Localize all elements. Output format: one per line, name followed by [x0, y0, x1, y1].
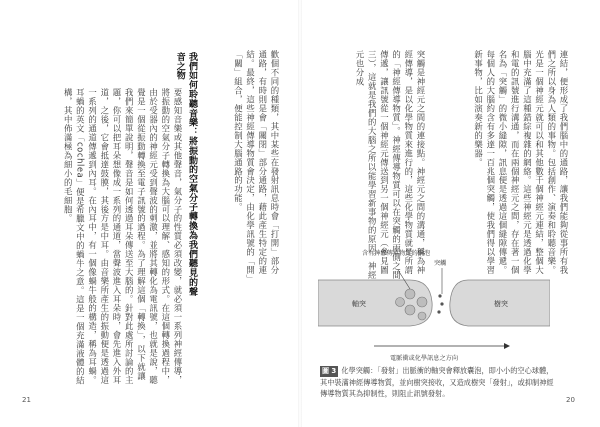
right-body-second: 突觸是神經元之間的連接點。神經元之間的溝通，稱為神經傳導，是以化學物質來進行的，這些化學物質就是所謂的「神經傳導物質」。神經傳導物質可以在突觸的兩側之間傳遞，讓訊號從一個神經元傳送到另一個神經元（參見圖三），這就是我們的大腦之所以能學習新事物的原因。神經元也分成 — [354, 50, 426, 280]
synapse-callout: 突觸 — [434, 260, 447, 267]
dendrite-label: 樹突 — [494, 300, 508, 308]
vesicle — [417, 297, 427, 307]
vesicle — [405, 305, 415, 315]
section-heading: 我們如何聆聽音樂：將振動的空氣分子轉換為我們聽見的聲音之物 — [174, 52, 197, 297]
left-body-top: 歡個不同的種類，其中某些在發射訊息時會「打開」部分通路，有時則是會「關閉」部分通路，藉此產生特定的連結。最終，這些神經傳導物質會決定，由化學訊號的「開」「關」組合，便能控制大腦通路的功能。 — [233, 50, 280, 280]
vesicle — [418, 312, 426, 320]
axon-shape — [318, 280, 432, 326]
page-number-right: 20 — [566, 396, 575, 404]
neurotransmitter-dot — [438, 294, 441, 297]
neurotransmitter-dot — [437, 310, 440, 313]
vesicle — [405, 289, 415, 299]
vesicle — [396, 298, 405, 307]
direction-label: 電脈衝或化學訊息之方向 — [390, 355, 459, 362]
vesicle-callout: 含有神經傳導物質的囊泡 — [362, 250, 431, 257]
left-body-bottom: 要感知音樂或其他聲音，氣分子的性質必須改變，就必須一系列神經傳導，將振動的空氣分子轉換為大腦可以理解、感知的形式。在這個轉換過程中，由於受器內的神經元受到聲波的刺激，並將其轉化為電訊號，也就是說，聽覺是一個從振動轉換至電子訊號的過程。為了理解這個「轉換」，以下就讓我們來簡單說明，聲音是如何透過耳朵傳送至大腦的。針對此處所討論的主題，你可以把耳朵想像成一系列的通道，當聲波進入耳朵時，會先進入外耳道，之後，它會抵達鼓膜，其後方是中耳。由音樂所產生的振動便是透過這一系列的通道傳遞到內耳。在內耳中，有一個像蝸牛般的構造，稱為耳蝸。耳蝸的英文「cochlea」便是希臘文中的蝸牛之意。這是一個充滿液體的結構，其中佈滿極為細小的毛細胞。 — [63, 88, 183, 386]
synapse-diagram — [318, 268, 550, 380]
axon-label: 軸突 — [352, 300, 366, 308]
figure-caption-text: 化學突觸：「發射」出脈衝的軸突會釋放囊泡，即小小的空心球體，其中裝滿神經傳導物質，並向樹突接收，又造成樹突「發射」，或抑制神經傳導物質其為抑制性，則阻止訊號發射。 — [320, 366, 554, 398]
neurotransmitter-dot — [440, 302, 443, 305]
figure-caption — [320, 365, 554, 399]
figure-label: 圖 3 — [322, 367, 337, 375]
arrow-head-icon — [504, 343, 510, 349]
book-gutter — [298, 0, 302, 427]
right-body-first: 連結，便形成了我們腦中的通路，讓我們能夠從事所有我們之所以身為人類的事物。包括創作、演奏和聆聽音樂。光是一個神經元就可以和其他數千個神經元連結，整個大腦中充滿了這種錯綜複雜的網絡。這些神經元是透過化學和電的訊號進行溝通，而在兩個神經元之間，存在著一個名為「突觸」的微小縫隙，訊息便是透過這個縫隙傳遞。每個人的大腦約含有多達一百兆個突觸，使我們得以學習新事物，比如演奏新的樂器。 — [473, 50, 569, 275]
page-number-left: 21 — [22, 396, 31, 404]
